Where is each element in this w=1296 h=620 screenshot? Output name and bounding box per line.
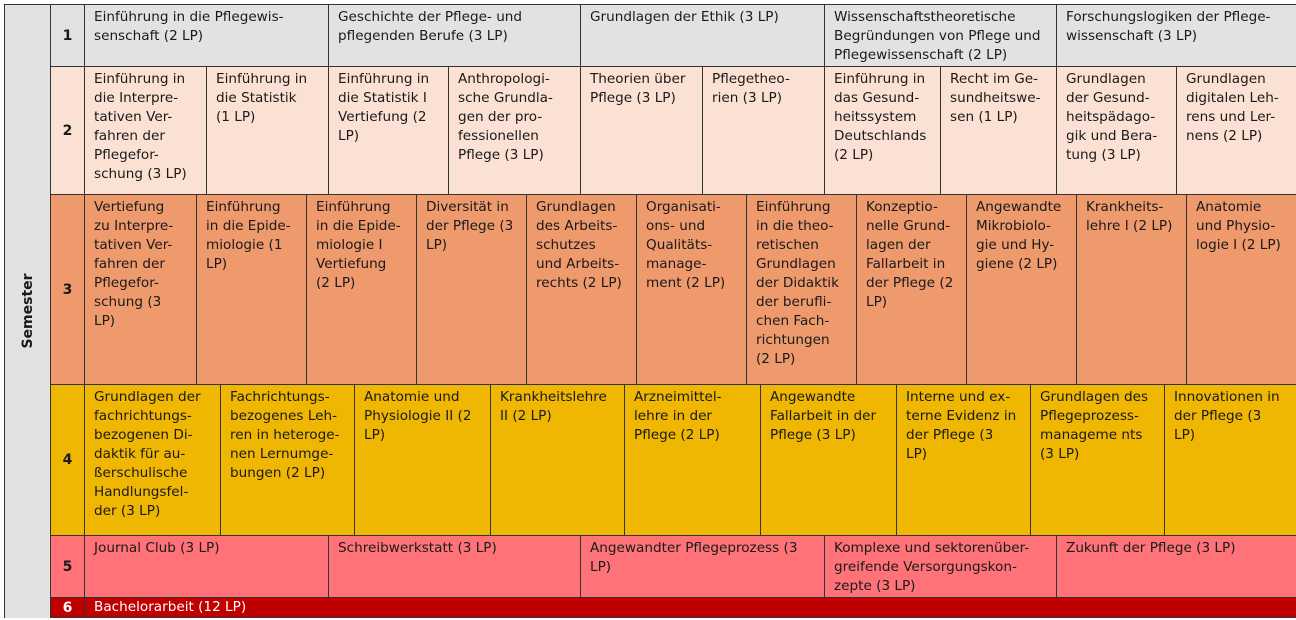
semester-number: 3 xyxy=(51,195,85,384)
module-cell: Angewandte Fallarbeit in der Pflege (3 LP) xyxy=(761,385,897,535)
module-cell: Grundlagen des Arbeits- schutzes und Arbeits- rechts (2 LP) xyxy=(527,195,637,384)
module-cell: Anatomie und Physiologie II (2 LP) xyxy=(355,385,491,535)
module-cell: Grundlagen der Ethik (3 LP) xyxy=(581,5,825,66)
module-cell: Zukunft der Pflege (3 LP) xyxy=(1066,540,1236,556)
module-cell: Recht im Ge- sundheitswe- sen (1 LP) xyxy=(941,67,1057,194)
module-cell: Einführung in das Gesund- heitssystem Deutschlands (2 LP) xyxy=(825,67,941,194)
semester-row-3 xyxy=(51,195,1296,385)
module-cell: Einführung in die theo- retischen Grundlagen der Didaktik der berufli- chen Fach- richtungen (2 LP) xyxy=(747,195,857,384)
module-cell: Angewandte Mikrobiolo- gie und Hy- giene (2 LP) xyxy=(967,195,1077,384)
module-cell: Diversität in der Pflege (3 LP) xyxy=(417,195,527,384)
semester-row-5 xyxy=(51,536,1296,598)
module-cell: Theorien über Pflege (3 LP) xyxy=(581,67,703,194)
semester-axis xyxy=(5,5,51,618)
semester-row-1 xyxy=(51,5,1296,67)
module-cell: Konzeptio- nelle Grund- lagen der Fallarbeit in der Pflege (2 LP) xyxy=(857,195,967,384)
module-cell: Grundlagen des Pflegeprozess- manageme nts (3 LP) xyxy=(1031,385,1165,535)
curriculum-table xyxy=(4,4,1296,618)
module-cell: Angewandter Pflegeprozess (3 LP) xyxy=(581,536,825,597)
module-cell: Krankheits- lehre I (2 LP) xyxy=(1077,195,1187,384)
module-cell: Komplexe und sektorenüber- greifende Versorgungskon- zepte (3 LP) xyxy=(825,536,1057,597)
semester-number: 2 xyxy=(51,67,85,194)
semester-row-2 xyxy=(51,67,1296,195)
module-cell: Innovationen in der Pflege (3 LP) xyxy=(1174,389,1280,443)
module-cell: Organisati- ons- und Qualitäts- manage- ment (2 LP) xyxy=(637,195,747,384)
semester-number: 5 xyxy=(51,536,85,597)
module-cell: Anthropologi- sche Grundla- gen der pro- fessionellen Pflege (3 LP) xyxy=(449,67,581,194)
module-cell: Krankheitslehre II (2 LP) xyxy=(491,385,625,535)
module-cell: Einführung in die Pflegewis- senschaft (2 LP) xyxy=(85,5,329,66)
module-cell: Schreibwerkstatt (3 LP) xyxy=(329,536,581,597)
module-cell: Pflegetheo- rien (3 LP) xyxy=(703,67,825,194)
module-cell: Einführung in die Epide- miologie (1 LP) xyxy=(197,195,307,384)
semester-row-6 xyxy=(51,598,1296,618)
module-cell: Wissenschaftstheoretische Begründungen von Pflege und Pflegewissenschaft (2 LP) xyxy=(825,5,1057,66)
module-cell: Forschungslogiken der Pflege- wissenschaft (3 LP) xyxy=(1066,9,1271,44)
module-cell: Anatomie und Physio- logie I (2 LP) xyxy=(1196,199,1281,253)
semester-axis-label: Semester xyxy=(20,273,36,349)
module-cell: Arzneimittel- lehre in der Pflege (2 LP) xyxy=(625,385,761,535)
module-cell: Einführung in die Interpre- tativen Ver- fahren der Pflegefor- schung (3 LP) xyxy=(85,67,207,194)
module-cell: Einführung in die Epide- miologie I Vertiefung (2 LP) xyxy=(307,195,417,384)
semester-number: 4 xyxy=(51,385,85,535)
module-cell: Bachelorarbeit (12 LP) xyxy=(94,599,247,615)
module-cell: Grundlagen der Gesund- heitspädago- gik und Bera- tung (3 LP) xyxy=(1057,67,1177,194)
module-cell: Grundlagen digitalen Leh- rens und Ler- nens (2 LP) xyxy=(1186,71,1279,144)
module-cell: Vertiefung zu Interpre- tativen Ver- fahren der Pflegefor- schung (3 LP) xyxy=(85,195,197,384)
module-cell: Grundlagen der fachrichtungs- bezogenen Di- daktik für au- ßerschulische Handlungsfel- der (3 LP) xyxy=(85,385,221,535)
module-cell: Einführung in die Statistik I Vertiefung (2 LP) xyxy=(329,67,449,194)
semester-number: 1 xyxy=(51,5,85,66)
module-cell: Geschichte der Pflege- und pflegenden Berufe (3 LP) xyxy=(329,5,581,66)
semester-row-4 xyxy=(51,385,1296,536)
semester-number: 6 xyxy=(51,598,85,617)
module-cell: Einführung in die Statistik (1 LP) xyxy=(207,67,329,194)
module-cell: Fachrichtungs- bezogenes Leh- ren in heteroge- nen Lernumge- bungen (2 LP) xyxy=(221,385,355,535)
module-cell: Interne und ex- terne Evidenz in der Pflege (3 LP) xyxy=(897,385,1031,535)
module-cell: Journal Club (3 LP) xyxy=(85,536,329,597)
